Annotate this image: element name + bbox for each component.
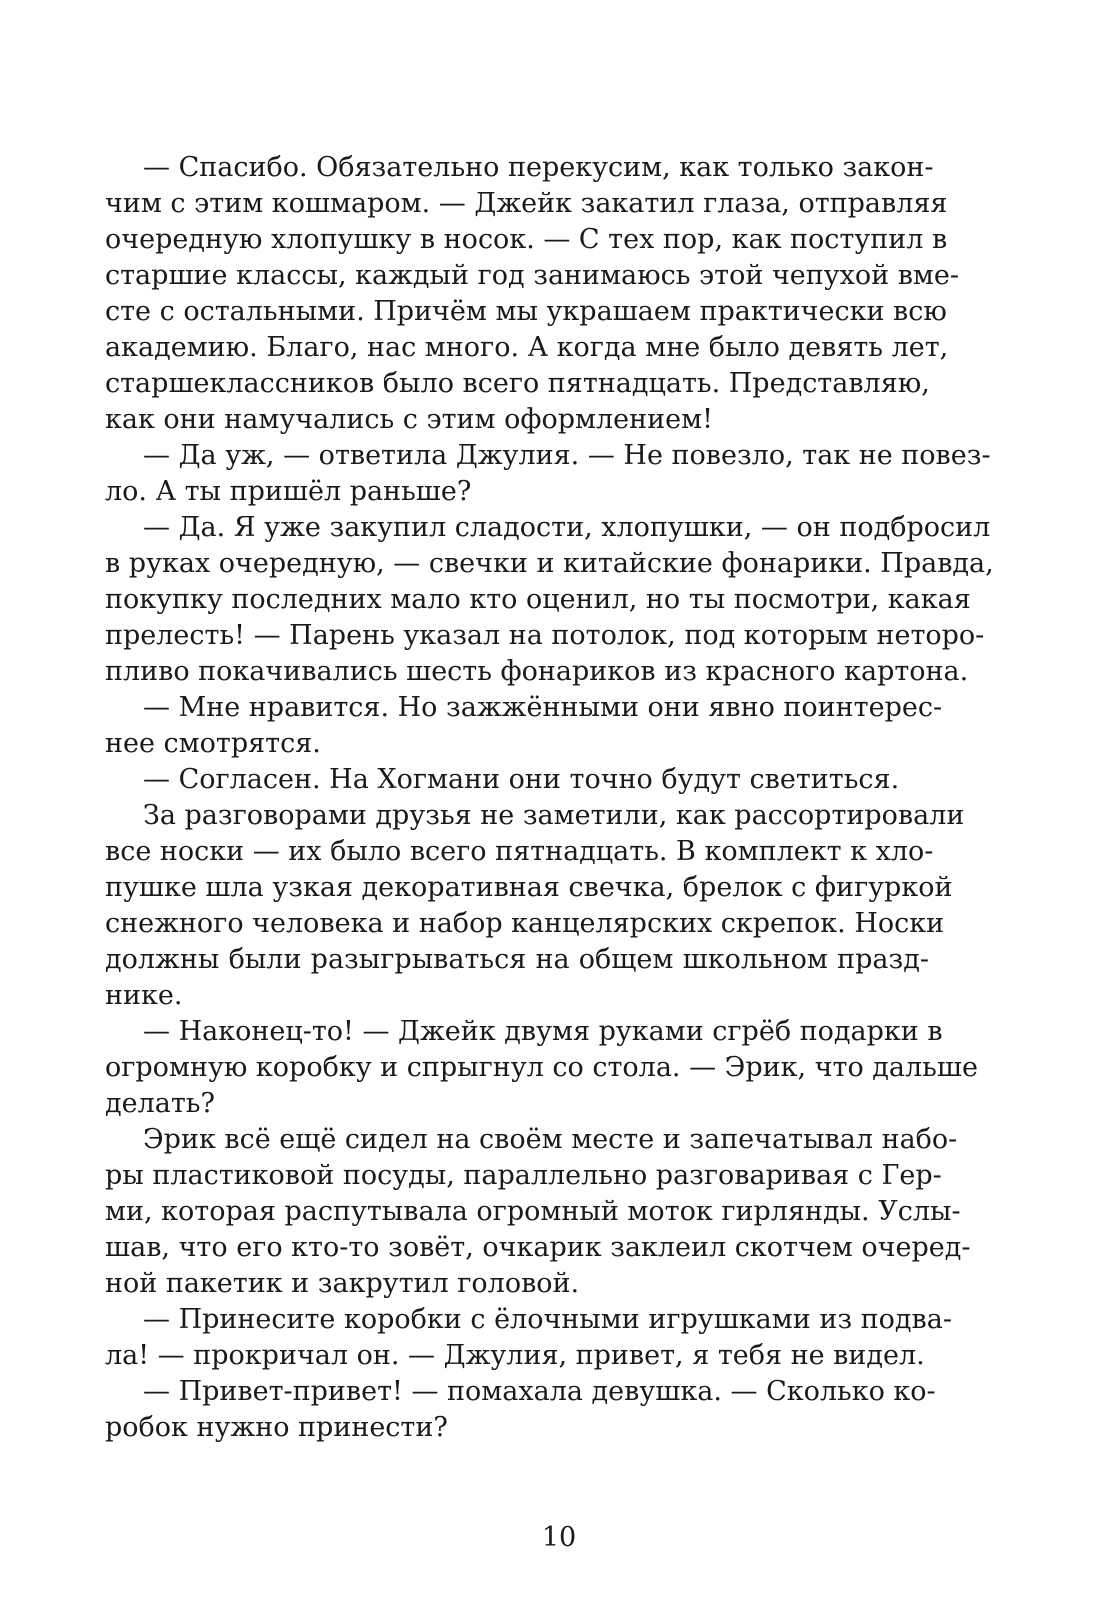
text-line: прелесть! — Парень указал на потолок, под которым нетoро-	[105, 620, 985, 651]
text-line: чим с этим кошмаром. — Джейк закатил глаза, отправляя	[105, 188, 948, 219]
text-line: академию. Благо, нас много. А когда мне было девять лет,	[105, 332, 949, 363]
text-line: — Привет-привет! — помахала девушка. — Сколько ко-	[143, 1376, 936, 1407]
text-line: — Принесите коробки с ёлочными игрушками из подва-	[143, 1304, 952, 1335]
text-line: в руках очередную, — свечки и китайские фонарики. Правда,	[105, 548, 994, 579]
text-line: — Да. Я уже закупил сладости, хлопушки, — он подбросил	[143, 512, 991, 543]
page-body	[105, 150, 994, 1446]
text-line: нике.	[105, 980, 183, 1011]
text-line: старшеклассников было всего пятнадцать. Представляю,	[105, 368, 930, 399]
text-line: — Согласен. На Хогмани они точно будут светиться.	[143, 764, 900, 795]
text-line: Эрик всё ещё сидел на своём месте и запечатывал набо-	[143, 1124, 958, 1155]
text-line: пушке шла узкая декоративная свечка, брелок с фигуркой	[105, 872, 953, 903]
text-line: — Наконец-то! — Джейк двумя руками сгрёб подарки в	[143, 1016, 943, 1047]
text-line: огромную коробку и спрыгнул со стола. — Эрик, что дальше	[105, 1052, 978, 1083]
text-line: пливо покачивались шесть фонариков из красного картона.	[105, 656, 969, 687]
text-line: робок нужно принести?	[105, 1412, 448, 1443]
text-line: — Спасибо. Обязательно перекусим, как только закон-	[143, 152, 934, 183]
text-line: снежного человека и набор канцелярских скрепок. Носки	[105, 908, 945, 939]
text-line: покупку последних мало кто оценил, но ты посмотри, какая	[105, 584, 971, 615]
page-number: 10	[541, 1522, 577, 1553]
text-line: — Да уж, — ответила Джулия. — Не повезло, так не повез-	[143, 440, 991, 471]
text-line: шав, что его кто-то зовёт, очкарик заклеил скотчем очеред-	[105, 1232, 971, 1263]
text-line: ной пакетик и закрутил головой.	[105, 1268, 580, 1299]
text-line: как они намучались с этим оформлением!	[105, 404, 713, 435]
text-line: ры пластиковой посуды, параллельно разговаривая с Гер-	[105, 1160, 942, 1191]
text-line: За разговорами друзья не заметили, как рассортировали	[143, 800, 965, 831]
text-line: делать?	[105, 1088, 215, 1119]
text-line: все носки — их было всего пятнадцать. В комплект к хло-	[105, 836, 934, 867]
text-line: старшие классы, каждый год занимаюсь этой чепухой вме-	[105, 260, 960, 291]
text-line: ла! — прокричал он. — Джулия, привет, я тебя не видел.	[105, 1340, 925, 1371]
text-line: ми, которая распутывала огромный моток гирлянды. Услы-	[105, 1196, 961, 1227]
text-line: ло. А ты пришёл раньше?	[105, 476, 472, 507]
text-line: — Мне нравится. Но зажжёнными они явно поинтерес-	[143, 692, 943, 723]
text-line: очередную хлопушку в носок. — С тех пор, как поступил в	[105, 224, 948, 255]
text-line: должны были разыгрываться на общем школьном празд-	[105, 944, 929, 975]
text-line: сте с остальными. Причём мы украшаем практически всю	[105, 296, 947, 327]
text-line: нее смотрятся.	[105, 728, 321, 759]
